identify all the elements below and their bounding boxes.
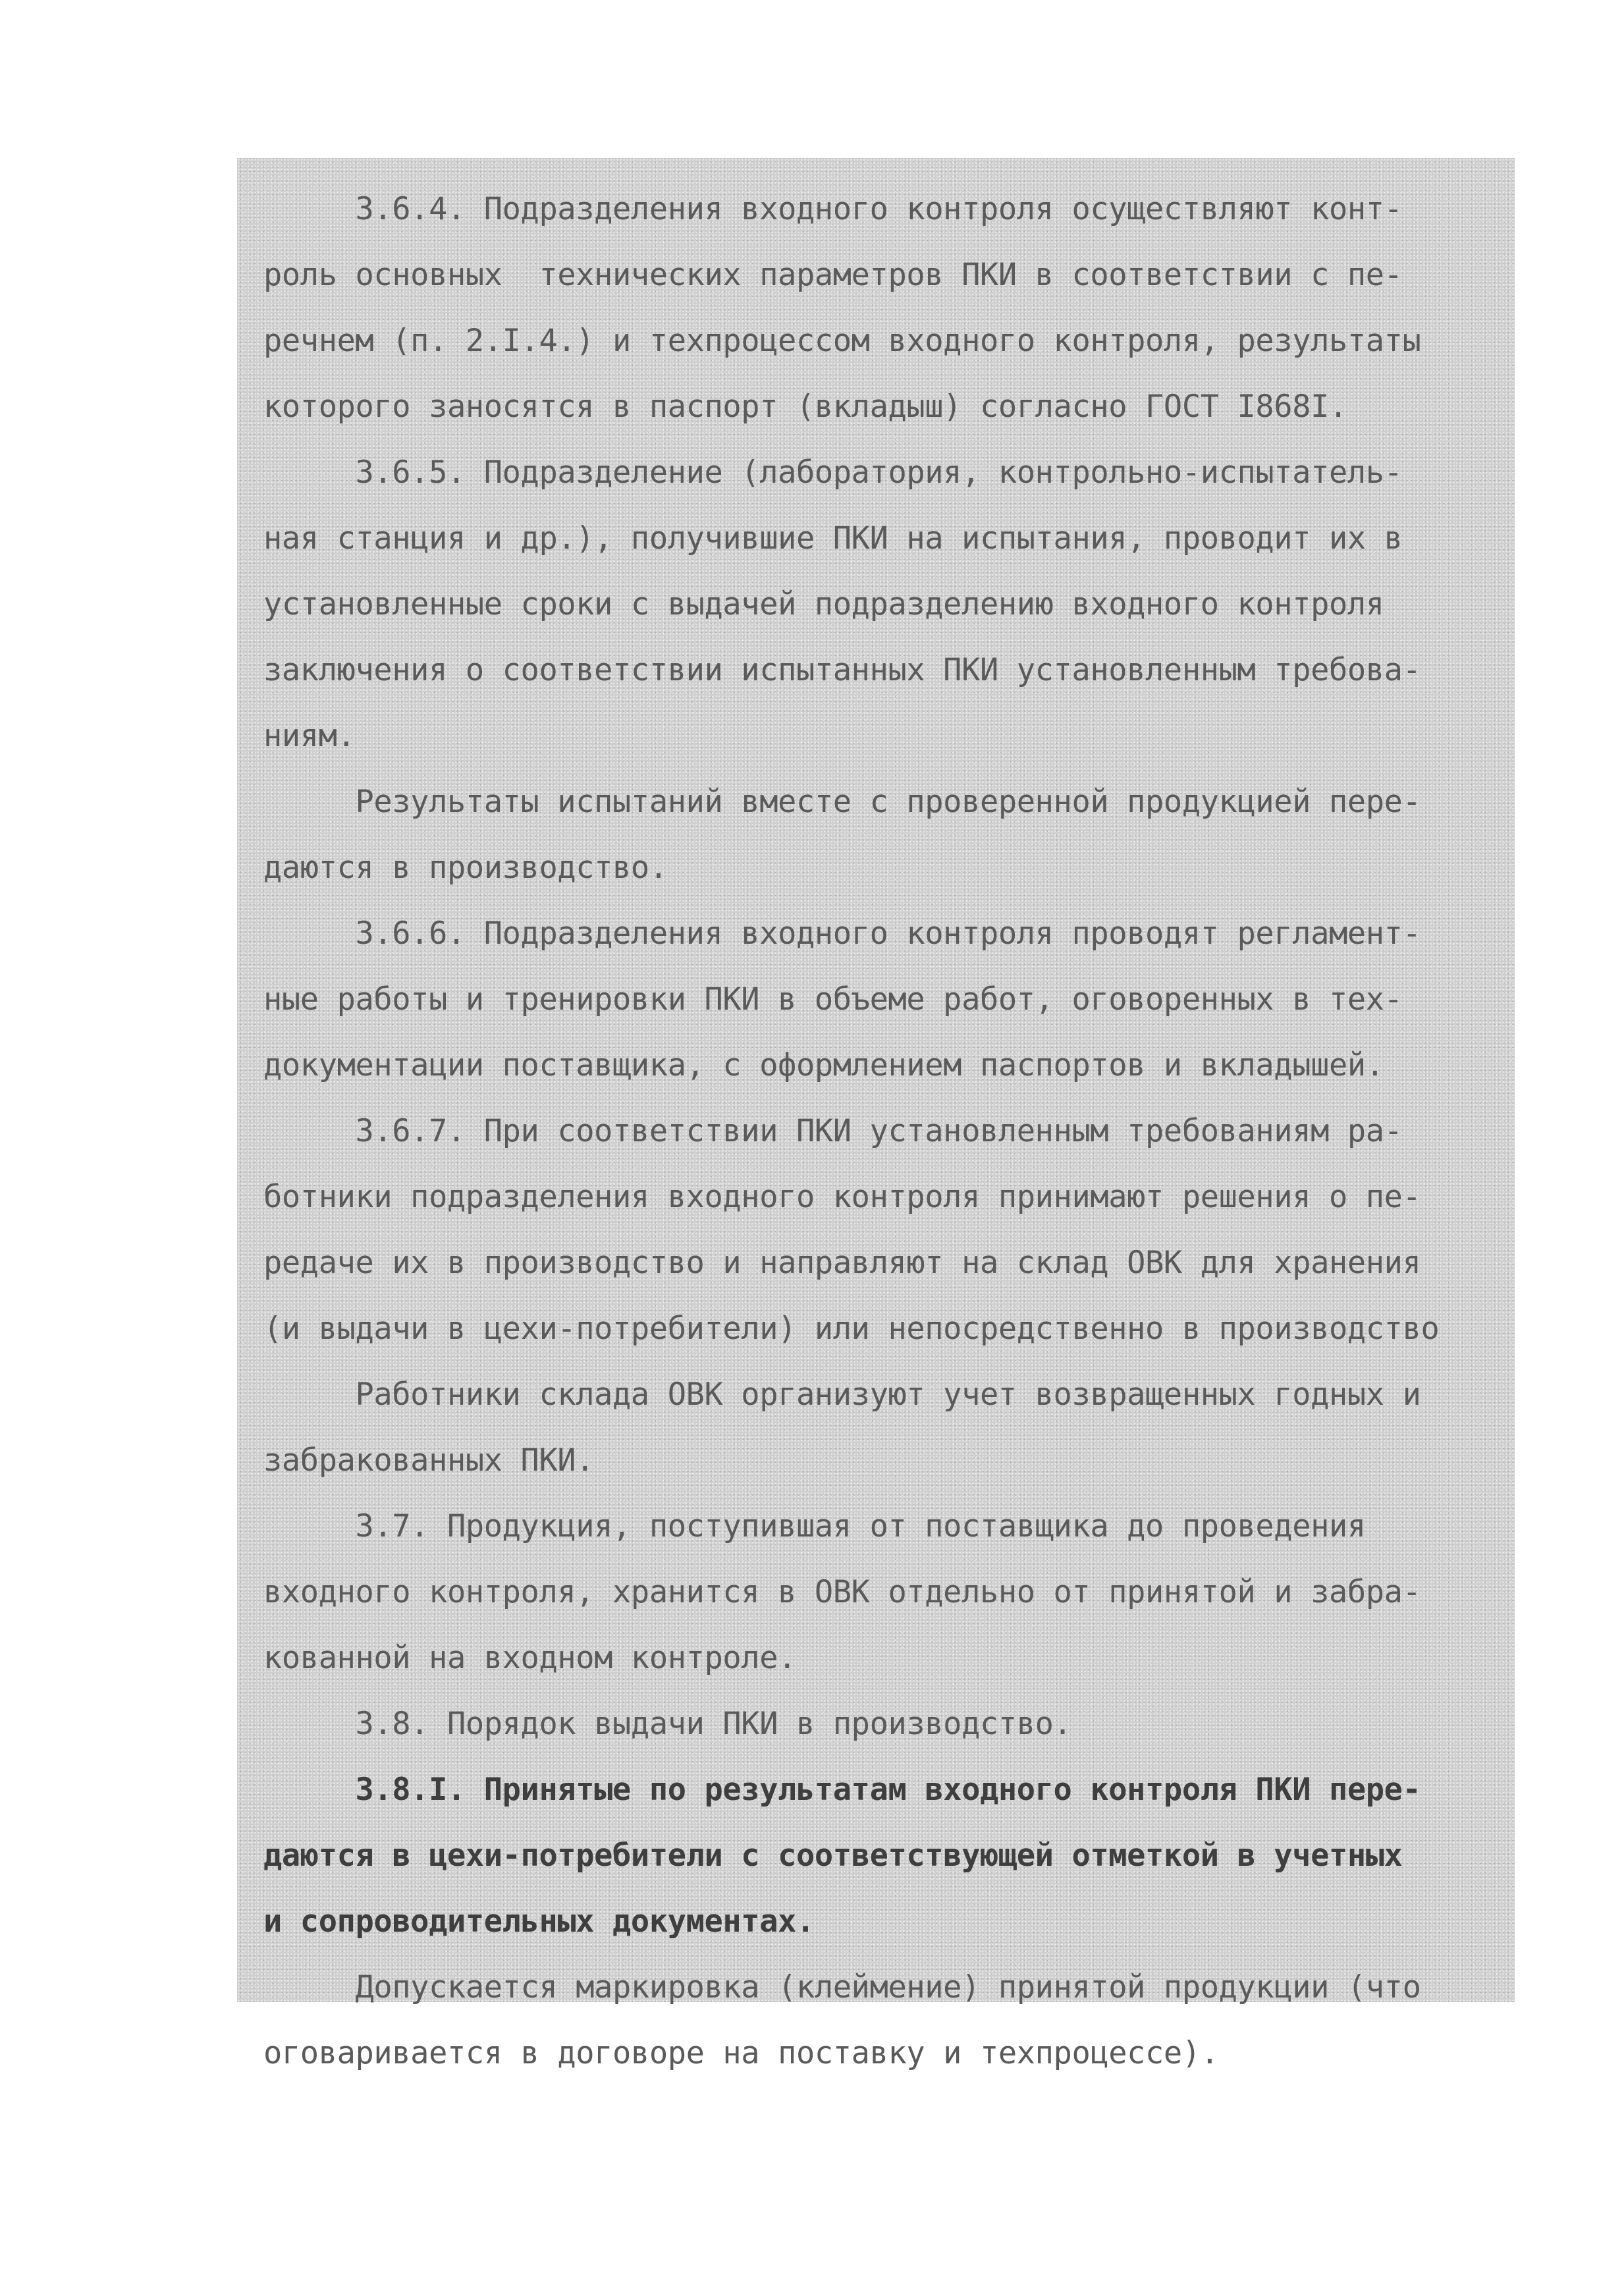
text-line: (и выдачи в цехи-потребители) или непосредственно в производство [263,1311,1440,1347]
text-line: которого заносятся в паспорт (вкладыш) согласно ГОСТ І868І. [263,389,1347,425]
text-line: входного контроля, хранится в ОВК отдельно от принятой и забра- [263,1574,1421,1610]
text-line: 3.7. Продукция, поступившая от поставщика до проведения [263,1508,1366,1544]
text-line: 3.6.6. Подразделения входного контроля проводят регламент- [263,915,1421,952]
text-line: даются в производство. [263,850,668,886]
text-line: Работники склада ОВК организуют учет возвращенных годных и [263,1376,1421,1413]
text-line: 3.8. Порядок выдачи ПКИ в производство. [263,1706,1072,1742]
text-line: ниям. [263,718,356,754]
text-line: оговаривается в договоре на поставку и техпроцессе). [263,2035,1219,2071]
scanned-page [237,158,1515,2071]
text-line: документации поставщика, с оформлением паспортов и вкладышей. [263,1047,1384,1083]
text-line: кованной на входном контроле. [263,1640,796,1676]
text-line: ботники подразделения входного контроля принимают решения о пе- [263,1179,1421,1215]
text-line: редаче их в производство и направляют на склад ОВК для хранения [263,1245,1421,1281]
text-line: Результаты испытаний вместе с проверенной продукцией пере- [263,784,1421,820]
text-line: Допускается маркировка (клеймение) принятой продукции (что [263,1969,1421,2005]
document-body [263,177,1502,2086]
text-line: 3.6.5. Подразделение (лаборатория, контрольно-испытатель- [263,454,1403,491]
text-line: забракованных ПКИ. [263,1442,595,1479]
text-line: речнем (п. 2.І.4.) и техпроцессом входного контроля, результаты [263,323,1421,359]
text-line: даются в цехи-потребители с соответствующей отметкой в учетных [263,1837,1403,1874]
text-line: 3.6.4. Подразделения входного контроля осуществляют конт- [263,191,1403,227]
text-line: установленные сроки с выдачей подразделению входного контроля [263,586,1384,622]
text-line: ная станция и др.), получившие ПКИ на испытания, проводит их в [263,520,1403,557]
text-line: заключения о соответствии испытанных ПКИ установленным требова- [263,652,1421,688]
text-line: 3.8.І. Принятые по результатам входного контроля ПКИ пере- [263,1772,1421,1808]
text-line: 3.6.7. При соответствии ПКИ установленным требованиям ра- [263,1113,1403,1149]
text-line: роль основных технических параметров ПКИ в соответствии с пе- [263,257,1403,293]
text-line: и сопроводительных документах. [263,1903,815,1940]
text-line: ные работы и тренировки ПКИ в объеме работ, оговоренных в тех- [263,981,1403,1018]
